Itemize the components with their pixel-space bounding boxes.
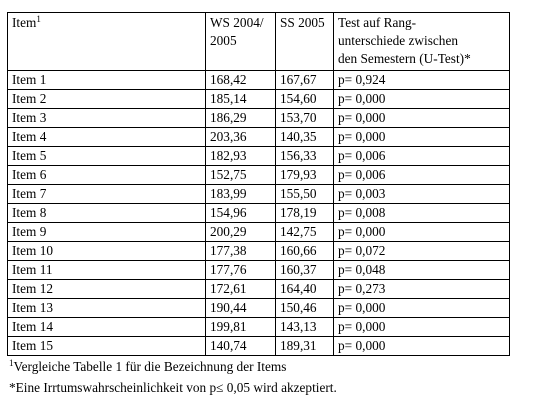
cell-item: Item 12 (8, 280, 206, 299)
cell-item: Item 15 (8, 337, 206, 356)
footnote-1-marker: 1 (9, 358, 14, 368)
cell-item: Item 1 (8, 71, 206, 90)
header-ss-label: SS 2005 (280, 15, 325, 30)
footnotes (9, 356, 337, 398)
cell-ss-2005: 156,33 (276, 147, 334, 166)
table-row (8, 223, 510, 242)
cell-p-value: p= 0,003 (334, 185, 510, 204)
cell-p-value: p= 0,000 (334, 318, 510, 337)
table-row (8, 71, 510, 90)
cell-ws-2004-2005: 200,29 (206, 223, 276, 242)
cell-item: Item 3 (8, 109, 206, 128)
cell-ss-2005: 189,31 (276, 337, 334, 356)
table-row (8, 242, 510, 261)
table-row (8, 147, 510, 166)
table-row (8, 185, 510, 204)
header-ws-line-1: WS 2004/ (210, 15, 264, 30)
cell-ss-2005: 150,46 (276, 299, 334, 318)
cell-ss-2005: 164,40 (276, 280, 334, 299)
header-u-test (334, 13, 510, 71)
cell-item: Item 2 (8, 90, 206, 109)
header-test-line-2: unterschiede zwischen (338, 33, 458, 48)
cell-ss-2005: 178,19 (276, 204, 334, 223)
cell-ws-2004-2005: 168,42 (206, 71, 276, 90)
table-header-row (8, 13, 510, 71)
cell-p-value: p= 0,000 (334, 337, 510, 356)
header-item-footnote-marker: 1 (36, 14, 41, 24)
cell-ws-2004-2005: 177,38 (206, 242, 276, 261)
cell-item: Item 5 (8, 147, 206, 166)
header-item-label: Item (12, 15, 37, 30)
cell-p-value: p= 0,000 (334, 299, 510, 318)
table-row (8, 166, 510, 185)
table-row (8, 280, 510, 299)
cell-ws-2004-2005: 203,36 (206, 128, 276, 147)
cell-ss-2005: 179,93 (276, 166, 334, 185)
cell-p-value: p= 0,000 (334, 223, 510, 242)
cell-ss-2005: 140,35 (276, 128, 334, 147)
cell-item: Item 10 (8, 242, 206, 261)
cell-p-value: p= 0,000 (334, 128, 510, 147)
cell-p-value: p= 0,008 (334, 204, 510, 223)
cell-ss-2005: 143,13 (276, 318, 334, 337)
header-test-line-1: Test auf Rang- (338, 15, 417, 30)
cell-ws-2004-2005: 182,93 (206, 147, 276, 166)
cell-item: Item 13 (8, 299, 206, 318)
cell-item: Item 9 (8, 223, 206, 242)
cell-ws-2004-2005: 154,96 (206, 204, 276, 223)
results-table (7, 12, 510, 356)
cell-ss-2005: 160,66 (276, 242, 334, 261)
table-row (8, 204, 510, 223)
header-ss-2005 (276, 13, 334, 71)
cell-p-value: p= 0,072 (334, 242, 510, 261)
table-row (8, 109, 510, 128)
cell-p-value: p= 0,924 (334, 71, 510, 90)
cell-item: Item 7 (8, 185, 206, 204)
cell-ss-2005: 153,70 (276, 109, 334, 128)
cell-ws-2004-2005: 199,81 (206, 318, 276, 337)
cell-p-value: p= 0,000 (334, 109, 510, 128)
table-row (8, 261, 510, 280)
footnote-1-text: Vergleiche Tabelle 1 für die Bezeichnung der Items (13, 359, 287, 374)
cell-p-value: p= 0,048 (334, 261, 510, 280)
cell-ss-2005: 160,37 (276, 261, 334, 280)
header-item (8, 13, 206, 71)
cell-item: Item 14 (8, 318, 206, 337)
footnote-1 (9, 356, 337, 377)
table-row (8, 337, 510, 356)
cell-item: Item 6 (8, 166, 206, 185)
footnote-2: *Eine Irrtumswahrscheinlichkeit von p≤ 0,05 wird akzeptiert. (9, 380, 337, 395)
table-body (8, 71, 510, 356)
cell-ws-2004-2005: 140,74 (206, 337, 276, 356)
header-ws-2004-2005 (206, 13, 276, 71)
cell-ss-2005: 142,75 (276, 223, 334, 242)
cell-ss-2005: 155,50 (276, 185, 334, 204)
cell-p-value: p= 0,006 (334, 166, 510, 185)
table-row (8, 90, 510, 109)
cell-p-value: p= 0,006 (334, 147, 510, 166)
cell-ws-2004-2005: 190,44 (206, 299, 276, 318)
results-table-container (7, 12, 510, 356)
cell-ws-2004-2005: 185,14 (206, 90, 276, 109)
cell-ss-2005: 154,60 (276, 90, 334, 109)
table-row (8, 128, 510, 147)
cell-ws-2004-2005: 177,76 (206, 261, 276, 280)
cell-ws-2004-2005: 186,29 (206, 109, 276, 128)
header-test-line-3: den Semestern (U-Test)* (338, 51, 471, 66)
table-row (8, 299, 510, 318)
cell-p-value: p= 0,273 (334, 280, 510, 299)
cell-ws-2004-2005: 172,61 (206, 280, 276, 299)
cell-ws-2004-2005: 183,99 (206, 185, 276, 204)
cell-item: Item 11 (8, 261, 206, 280)
cell-item: Item 4 (8, 128, 206, 147)
header-ws-line-2: 2005 (210, 33, 237, 48)
cell-p-value: p= 0,000 (334, 90, 510, 109)
cell-ss-2005: 167,67 (276, 71, 334, 90)
cell-ws-2004-2005: 152,75 (206, 166, 276, 185)
table-row (8, 318, 510, 337)
cell-item: Item 8 (8, 204, 206, 223)
